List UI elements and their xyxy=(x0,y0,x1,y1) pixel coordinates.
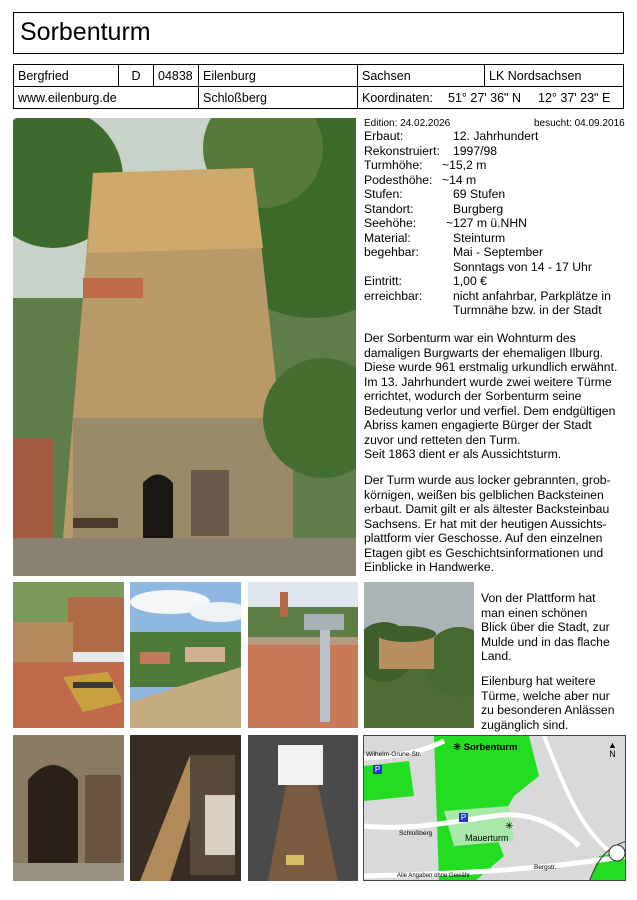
state: Sachsen xyxy=(358,65,485,87)
view-paragraph: Von der Plattform hat man einen schönen Blick über die Stadt, zur Mulde und in das flache Land. xyxy=(481,591,610,663)
map-street-wilhelm: Wilhelm-Grune-Str. xyxy=(366,751,422,758)
photo-stairway-up xyxy=(248,735,358,881)
main-tower-photo xyxy=(13,118,356,576)
photo-mauerturm xyxy=(364,582,474,728)
map-disclaimer: Alle Angaben ohne Gewähr xyxy=(397,873,471,879)
map-label-sorbenturm: ✳ Sorbenturm xyxy=(453,742,518,753)
fact-reachable: erreichbar: nicht anfahrbar, Parkplätze in xyxy=(364,288,611,303)
info-table xyxy=(13,64,624,109)
country: D xyxy=(119,65,154,87)
longitude: 12° 37' 23" E xyxy=(538,90,611,105)
edition-date: Edition: 24.02.2026 xyxy=(364,118,451,129)
history-paragraph: Der Sorbenturm war ein Wohnturm des damaligen Burgwarts der ehemaligen Ilburg. Diese wurde 961 erstmalig urkundlich erwähnt. Im 13. Jahrhundert wurde zwei weitere Türme errichtet, wodurch der Sorbenturm seine Bedeutung verlor und verfiel. Dem endgültigen Abriss kamen engagierte Bürger der Stadt zuvor und retteten den Turm. Seit 1863 dient er als Aussichtsturm. xyxy=(364,331,618,461)
star-icon: ✳ xyxy=(453,742,461,753)
construction-paragraph: Der Turm wurde aus locker gebrannten, grob- körnigen, weißen bis gelblichen Backsteinen erbaut. Damit gilt er als ältester Backsteinbau Sachsens. Er hat mit der heutigen Aussichts- plattform vier Geschosse. Auf den einzelnen Etagen gibt es Geschichtsinformationen und Einblicke in Handwerke. xyxy=(364,473,611,574)
photo-binocular-viewer xyxy=(248,582,358,728)
photo-city-view xyxy=(130,582,241,728)
fact-admission: Eintritt: 1,00 € xyxy=(364,274,487,288)
page-title-box xyxy=(13,12,624,54)
zip-code: 04838 xyxy=(154,65,199,87)
facts-list xyxy=(364,129,632,318)
street: Schloßberg xyxy=(199,87,358,109)
map-label-mauerturm: Mauerturm xyxy=(465,833,509,843)
map-street-bergstr: Bergstr. xyxy=(534,864,557,871)
fact-material: Material: Steinturm xyxy=(364,230,506,245)
fact-tower-height: Turmhöhe: ~15,2 m xyxy=(364,158,487,172)
fact-reachable-detail: Turmnähe bzw. in der Stadt xyxy=(453,303,602,317)
photo-interior-stairs xyxy=(130,735,241,881)
photo-platform xyxy=(13,582,124,728)
location-map xyxy=(363,735,626,881)
page-title: Sorbenturm xyxy=(20,18,151,46)
fact-platform-height: Podesthöhe: ~14 m xyxy=(364,172,477,187)
visited-date: besucht: 04.09.2016 xyxy=(534,118,625,129)
other-towers-paragraph: Eilenburg hat weitere Türme, welche aber nur zu besonderen Anlässen zugänglich sind. xyxy=(481,674,615,732)
fact-reconstructed: Rekonstruiert: 1997/98 xyxy=(364,143,498,158)
fact-steps: Stufen: 69 Stufen xyxy=(364,187,506,201)
parking-icon: P xyxy=(374,765,381,774)
fact-location: Standort: Burgberg xyxy=(364,201,504,216)
photo-entrance xyxy=(13,735,124,881)
north-arrow-icon: ▲ N xyxy=(608,740,617,759)
map-star-icon: ✳ xyxy=(505,821,514,832)
coordinates-label: Koordinaten: xyxy=(362,90,433,105)
map-street-schlossberg: Schloßberg xyxy=(399,830,433,837)
town: Eilenburg xyxy=(199,65,358,87)
latitude: 51° 27' 36" N xyxy=(448,90,521,105)
coordinates xyxy=(358,87,624,109)
tower-type: Bergfried xyxy=(14,65,119,87)
fact-elevation: Seehöhe: ~127 m ü.NHN xyxy=(364,216,527,230)
district: LK Nordsachsen xyxy=(485,65,624,87)
website-link[interactable]: www.eilenburg.de xyxy=(14,87,199,109)
fact-built: Erbaut: 12. Jahrhundert xyxy=(364,129,539,143)
parking-icon: P xyxy=(460,813,467,822)
fact-accessible-hours: Sonntags von 14 - 17 Uhr xyxy=(453,259,592,274)
fact-accessible: begehbar: Mai - September xyxy=(364,245,544,259)
